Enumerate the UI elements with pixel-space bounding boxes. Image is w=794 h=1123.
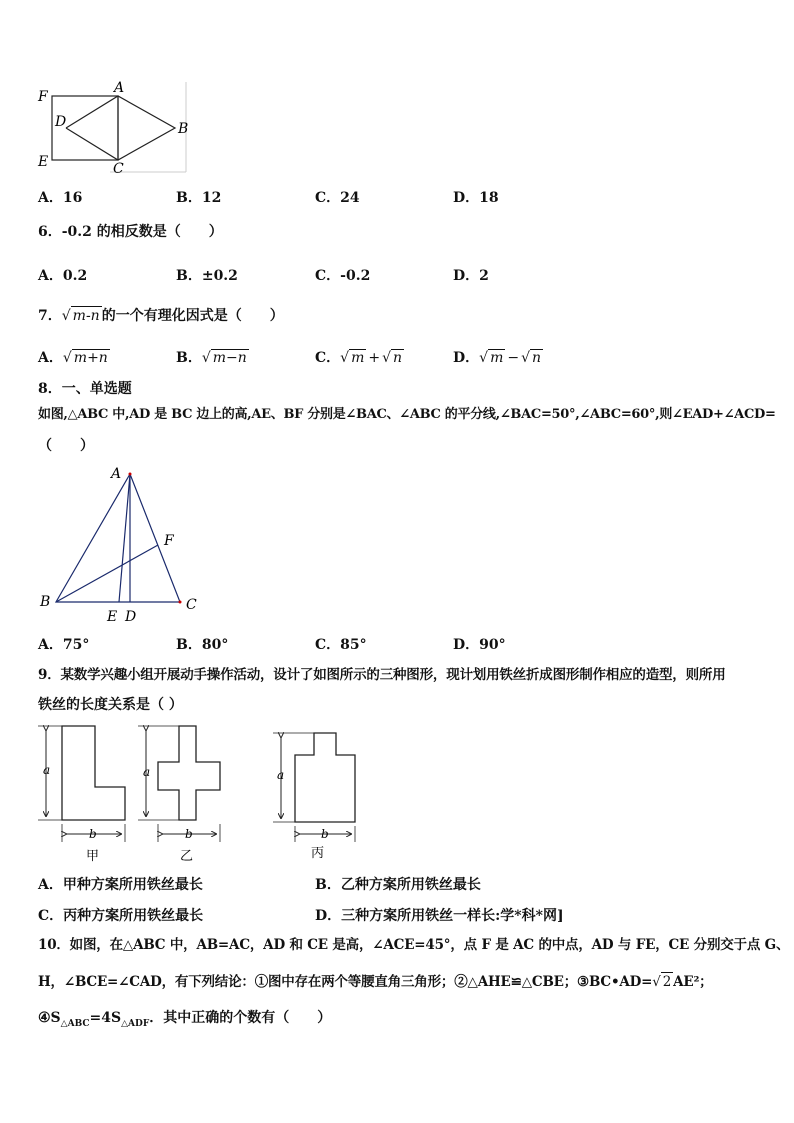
q8-label-C: C	[186, 597, 197, 613]
q7-option-b-letter: B．	[176, 350, 202, 366]
q10-line3-s2: =4S	[89, 1010, 122, 1026]
q6-option-d[interactable]: D．2	[453, 268, 489, 284]
q8-paren: （ ）	[38, 438, 94, 454]
q8-header: 8．一、单选题	[38, 381, 132, 397]
q8-option-a[interactable]: A．75°	[38, 637, 90, 653]
q10-line3-s1: ④S	[38, 1010, 61, 1026]
q10-line2-tail: AE²；	[673, 974, 713, 990]
q9-shape-yi	[158, 726, 220, 820]
q6-option-c[interactable]: C．-0.2	[315, 268, 371, 284]
q5-option-a[interactable]: A．16	[38, 190, 83, 206]
q7-option-d-a: m	[490, 350, 504, 366]
sqrt-icon: √	[382, 350, 392, 366]
sqrt-icon: √	[340, 350, 350, 366]
q9-yi-dim-b: b	[185, 827, 193, 841]
q7-option-c-a: m	[351, 350, 365, 366]
q9-caption-bing: 丙	[311, 846, 325, 861]
q10-line3	[38, 1009, 331, 1033]
q7-option-a-letter: A．	[38, 350, 63, 366]
q9-stem-line1: 9．某数学兴趣小组开展动手操作活动，设计了如图所示的三种图形，现计划用铁丝折成图形制作相应的造型，则所用	[38, 667, 726, 683]
q9-yi-dim-a: a	[143, 765, 151, 779]
q6-stem: 6．-0.2 的相反数是（ ）	[38, 224, 223, 240]
q9-option-d[interactable]: D．三种方案所用铁丝一样长:学*科*网]	[315, 908, 564, 924]
q5-option-d[interactable]: D．18	[453, 190, 499, 206]
q7-stem-tail: 的一个有理化因式是（ ）	[101, 308, 284, 324]
q6-option-b[interactable]: B．±0.2	[176, 268, 238, 284]
q10-line2-text: H，∠BCE=∠CAD，有下列结论：①图中存在两个等腰直角三角形；②△AHE≌△CBE；③BC•AD=	[38, 974, 653, 990]
sqrt-icon: √	[201, 350, 211, 366]
q5-label-B: B	[178, 121, 189, 137]
sqrt-icon: √	[479, 350, 489, 366]
q9-jia-dim-b: b	[89, 827, 97, 841]
q9-caption-jia: 甲	[86, 849, 100, 864]
q6-option-a[interactable]: A．0.2	[38, 268, 88, 284]
q5-label-E: E	[38, 154, 49, 170]
q8-option-b[interactable]: B．80°	[176, 637, 229, 653]
q8-label-D: D	[125, 609, 137, 625]
q10-line2-radicand: 2	[662, 974, 672, 990]
q7-radicand: m-n	[72, 308, 100, 324]
q7-option-d-op: −	[507, 350, 520, 366]
q9-jia-dim-a: a	[43, 763, 51, 777]
q9-bing-dim-b: b	[321, 827, 329, 841]
q9-shape-jia	[62, 726, 125, 820]
q9-bing-dim-a: a	[277, 768, 285, 782]
q8-option-d[interactable]: D．90°	[453, 637, 506, 653]
q7-option-a-expr: m+n	[73, 350, 108, 366]
q8-label-E: E	[107, 609, 118, 625]
q8-label-B: B	[40, 594, 51, 610]
q9-stem-line2: 铁丝的长度关系是（ ）	[38, 697, 183, 713]
q5-option-b[interactable]: B．12	[176, 190, 222, 206]
q7-option-b-expr: m−n	[212, 350, 247, 366]
sqrt-icon: √	[652, 974, 661, 990]
q8-option-c[interactable]: C．85°	[315, 637, 367, 653]
q7-option-c-op: +	[368, 350, 381, 366]
q8-stem: 如图,△ABC 中,AD 是 BC 边上的高,AE、BF 分别是∠BAC、∠ABC 的平分线,∠BAC=50°,∠ABC=60°,则∠EAD+∠ACD=	[38, 407, 776, 422]
q8-label-A: A	[111, 466, 122, 482]
q9-option-b[interactable]: B．乙种方案所用铁丝最长	[315, 877, 481, 893]
q5-label-C: C	[113, 161, 124, 177]
q7-option-d-letter: D．	[453, 350, 480, 366]
q7-option-c-letter: C．	[315, 350, 341, 366]
q10-line2	[38, 972, 712, 991]
q7-option-d-b: n	[532, 350, 542, 366]
q5-label-F: F	[38, 89, 48, 105]
q7-number: 7．	[38, 308, 62, 324]
q9-option-a[interactable]: A．甲种方案所用铁丝最长	[38, 877, 203, 893]
q9-option-c[interactable]: C．丙种方案所用铁丝最长	[38, 908, 204, 924]
q10-line3-tail: ．其中正确的个数有（ ）	[149, 1010, 332, 1026]
q9-shape-bing	[295, 733, 355, 822]
q7-option-c-b: n	[393, 350, 403, 366]
q10-line1: 10．如图，在△ABC 中，AB=AC，AD 和 CE 是高，∠ACE=45°，点 F 是 AC 的中点，AD 与 FE，CE 分别交于点 G、	[38, 937, 790, 953]
q10-line3-sub2: △ADF	[121, 1018, 150, 1029]
sqrt-icon: √	[61, 308, 71, 324]
sqrt-icon: √	[521, 350, 530, 366]
q5-option-c[interactable]: C．24	[315, 190, 360, 206]
q5-label-D: D	[55, 114, 67, 130]
sqrt-icon: √	[62, 350, 72, 366]
q8-label-F: F	[164, 533, 174, 549]
q10-line3-sub1: △ABC	[60, 1018, 90, 1029]
q5-label-A: A	[114, 80, 125, 96]
q9-caption-yi: 乙	[180, 849, 194, 864]
